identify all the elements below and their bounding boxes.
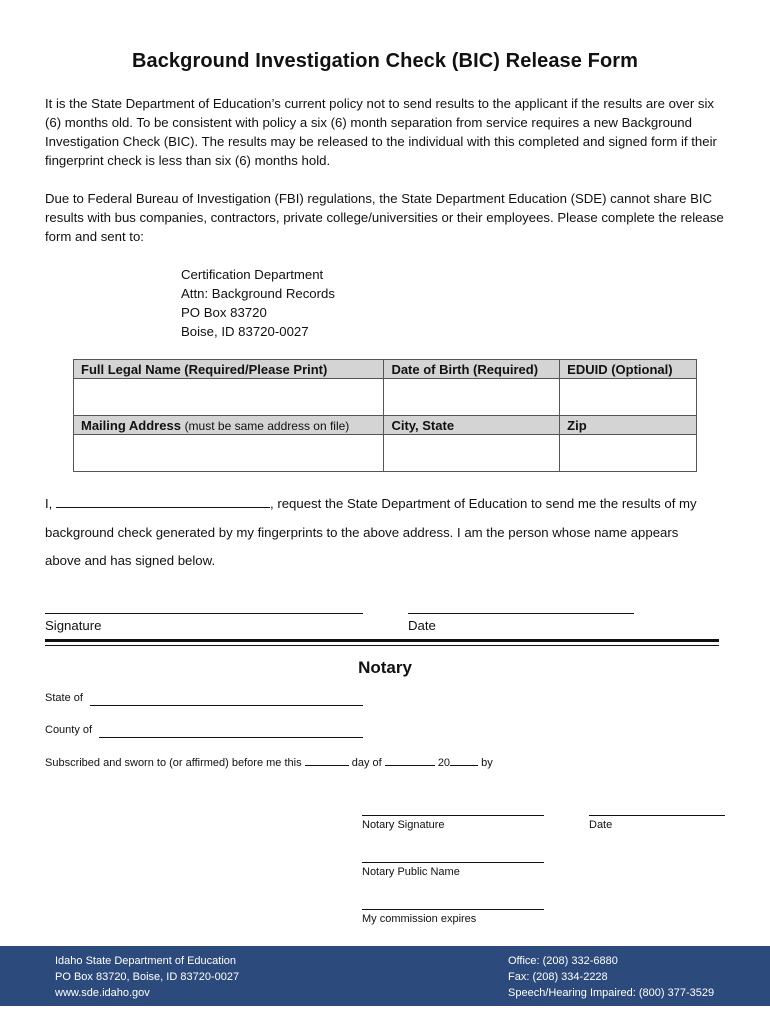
request-line-3: above and has signed below. [45,553,216,568]
full-name-header: Full Legal Name (Required/Please Print) [74,360,384,379]
zip-header: Zip [560,416,697,435]
address-line: Attn: Background Records [181,286,335,301]
full-name-field[interactable] [74,379,384,416]
dob-field[interactable] [384,379,560,416]
footer-org: Idaho State Department of Education [55,955,237,967]
date-line[interactable] [408,613,634,614]
zip-field[interactable] [560,435,697,472]
sworn-statement [45,756,493,769]
address-line: Boise, ID 83720-0027 [181,324,309,339]
notary-date-line[interactable] [589,815,725,816]
eduid-header: EDUID (Optional) [560,360,697,379]
mailing-address-field[interactable] [74,435,384,472]
dob-header: Date of Birth (Required) [384,360,560,379]
sworn-prefix: Subscribed and sworn to (or affirmed) before me this [45,757,302,769]
address-line: PO Box 83720 [181,305,267,320]
footer-speech-phone: Speech/Hearing Impaired: (800) 377-3529 [508,987,715,999]
city-state-header: City, State [384,416,560,435]
section-divider-thin [45,645,719,646]
address-line: Certification Department [181,267,324,282]
release-request-statement [45,490,735,576]
request-prefix: I, [45,496,53,511]
applicant-info-table [73,359,697,472]
signature-line[interactable] [45,613,363,614]
footer-fax: Fax: (208) 334-2228 [508,971,608,983]
sworn-year-blank[interactable] [450,756,478,766]
county-of-line[interactable] [99,737,363,738]
notary-public-name-label: Notary Public Name [362,866,460,878]
sworn-month-blank[interactable] [385,756,435,766]
county-of-label: County of [45,724,93,736]
signature-label: Signature [45,618,102,633]
form-title: Background Investigation Check (BIC) Release Form [131,50,639,72]
sworn-day-blank[interactable] [305,756,349,766]
notary-signature-line[interactable] [362,815,544,816]
date-label: Date [408,618,436,633]
policy-paragraph: It is the State Department of Education’s current policy not to send results to the applicant if the results are over six (6) months old. To be consistent with policy a six (6) month separation from service requires a new Background Investigation Check (BIC). The results may be released to the individual with this completed and signed form if their fingerprint check is less than six (6) months hold. [45,96,717,168]
footer-bar [0,946,770,1006]
notary-date-label: Date [589,819,613,831]
request-line-1: , request the State Department of Education to send me the results of my [270,496,697,511]
footer-contact-right [508,953,714,1001]
footer-office-phone: Office: (208) 332-6880 [508,955,618,967]
footer-address: PO Box 83720, Boise, ID 83720-0027 [55,971,240,983]
notary-heading: Notary [358,658,412,677]
notary-public-name-line[interactable] [362,862,544,863]
request-line-2: background check generated by my fingerprints to the above address. I am the person whose name appears [45,524,679,540]
notary-signature-label: Notary Signature [362,819,445,831]
mailing-address-header [74,416,384,435]
year-prefix: 20 [437,757,451,769]
fbi-paragraph: Due to Federal Bureau of Investigation (FBI) regulations, the State Department Education (SDE) cannot share BIC results with bus companies, contractors, private college/universities or their employees. Please complete the release form and sent to: [45,191,724,244]
eduid-field[interactable] [560,379,697,416]
state-of-label: State of [45,692,83,704]
mailing-address-block [181,265,335,341]
state-of-line[interactable] [90,705,363,706]
day-of-label: day of [351,757,382,769]
city-state-field[interactable] [384,435,560,472]
footer-website[interactable]: www.sde.idaho.gov [55,987,150,999]
commission-expires-label: My commission expires [362,913,477,925]
by-label: by [481,757,493,769]
applicant-name-blank[interactable] [56,495,270,508]
commission-expires-line[interactable] [362,909,544,910]
footer-contact-left [55,953,239,1001]
mailing-address-label: Mailing Address [81,417,181,433]
section-divider [45,639,719,642]
mailing-address-note: (must be same address on file) [184,418,350,433]
